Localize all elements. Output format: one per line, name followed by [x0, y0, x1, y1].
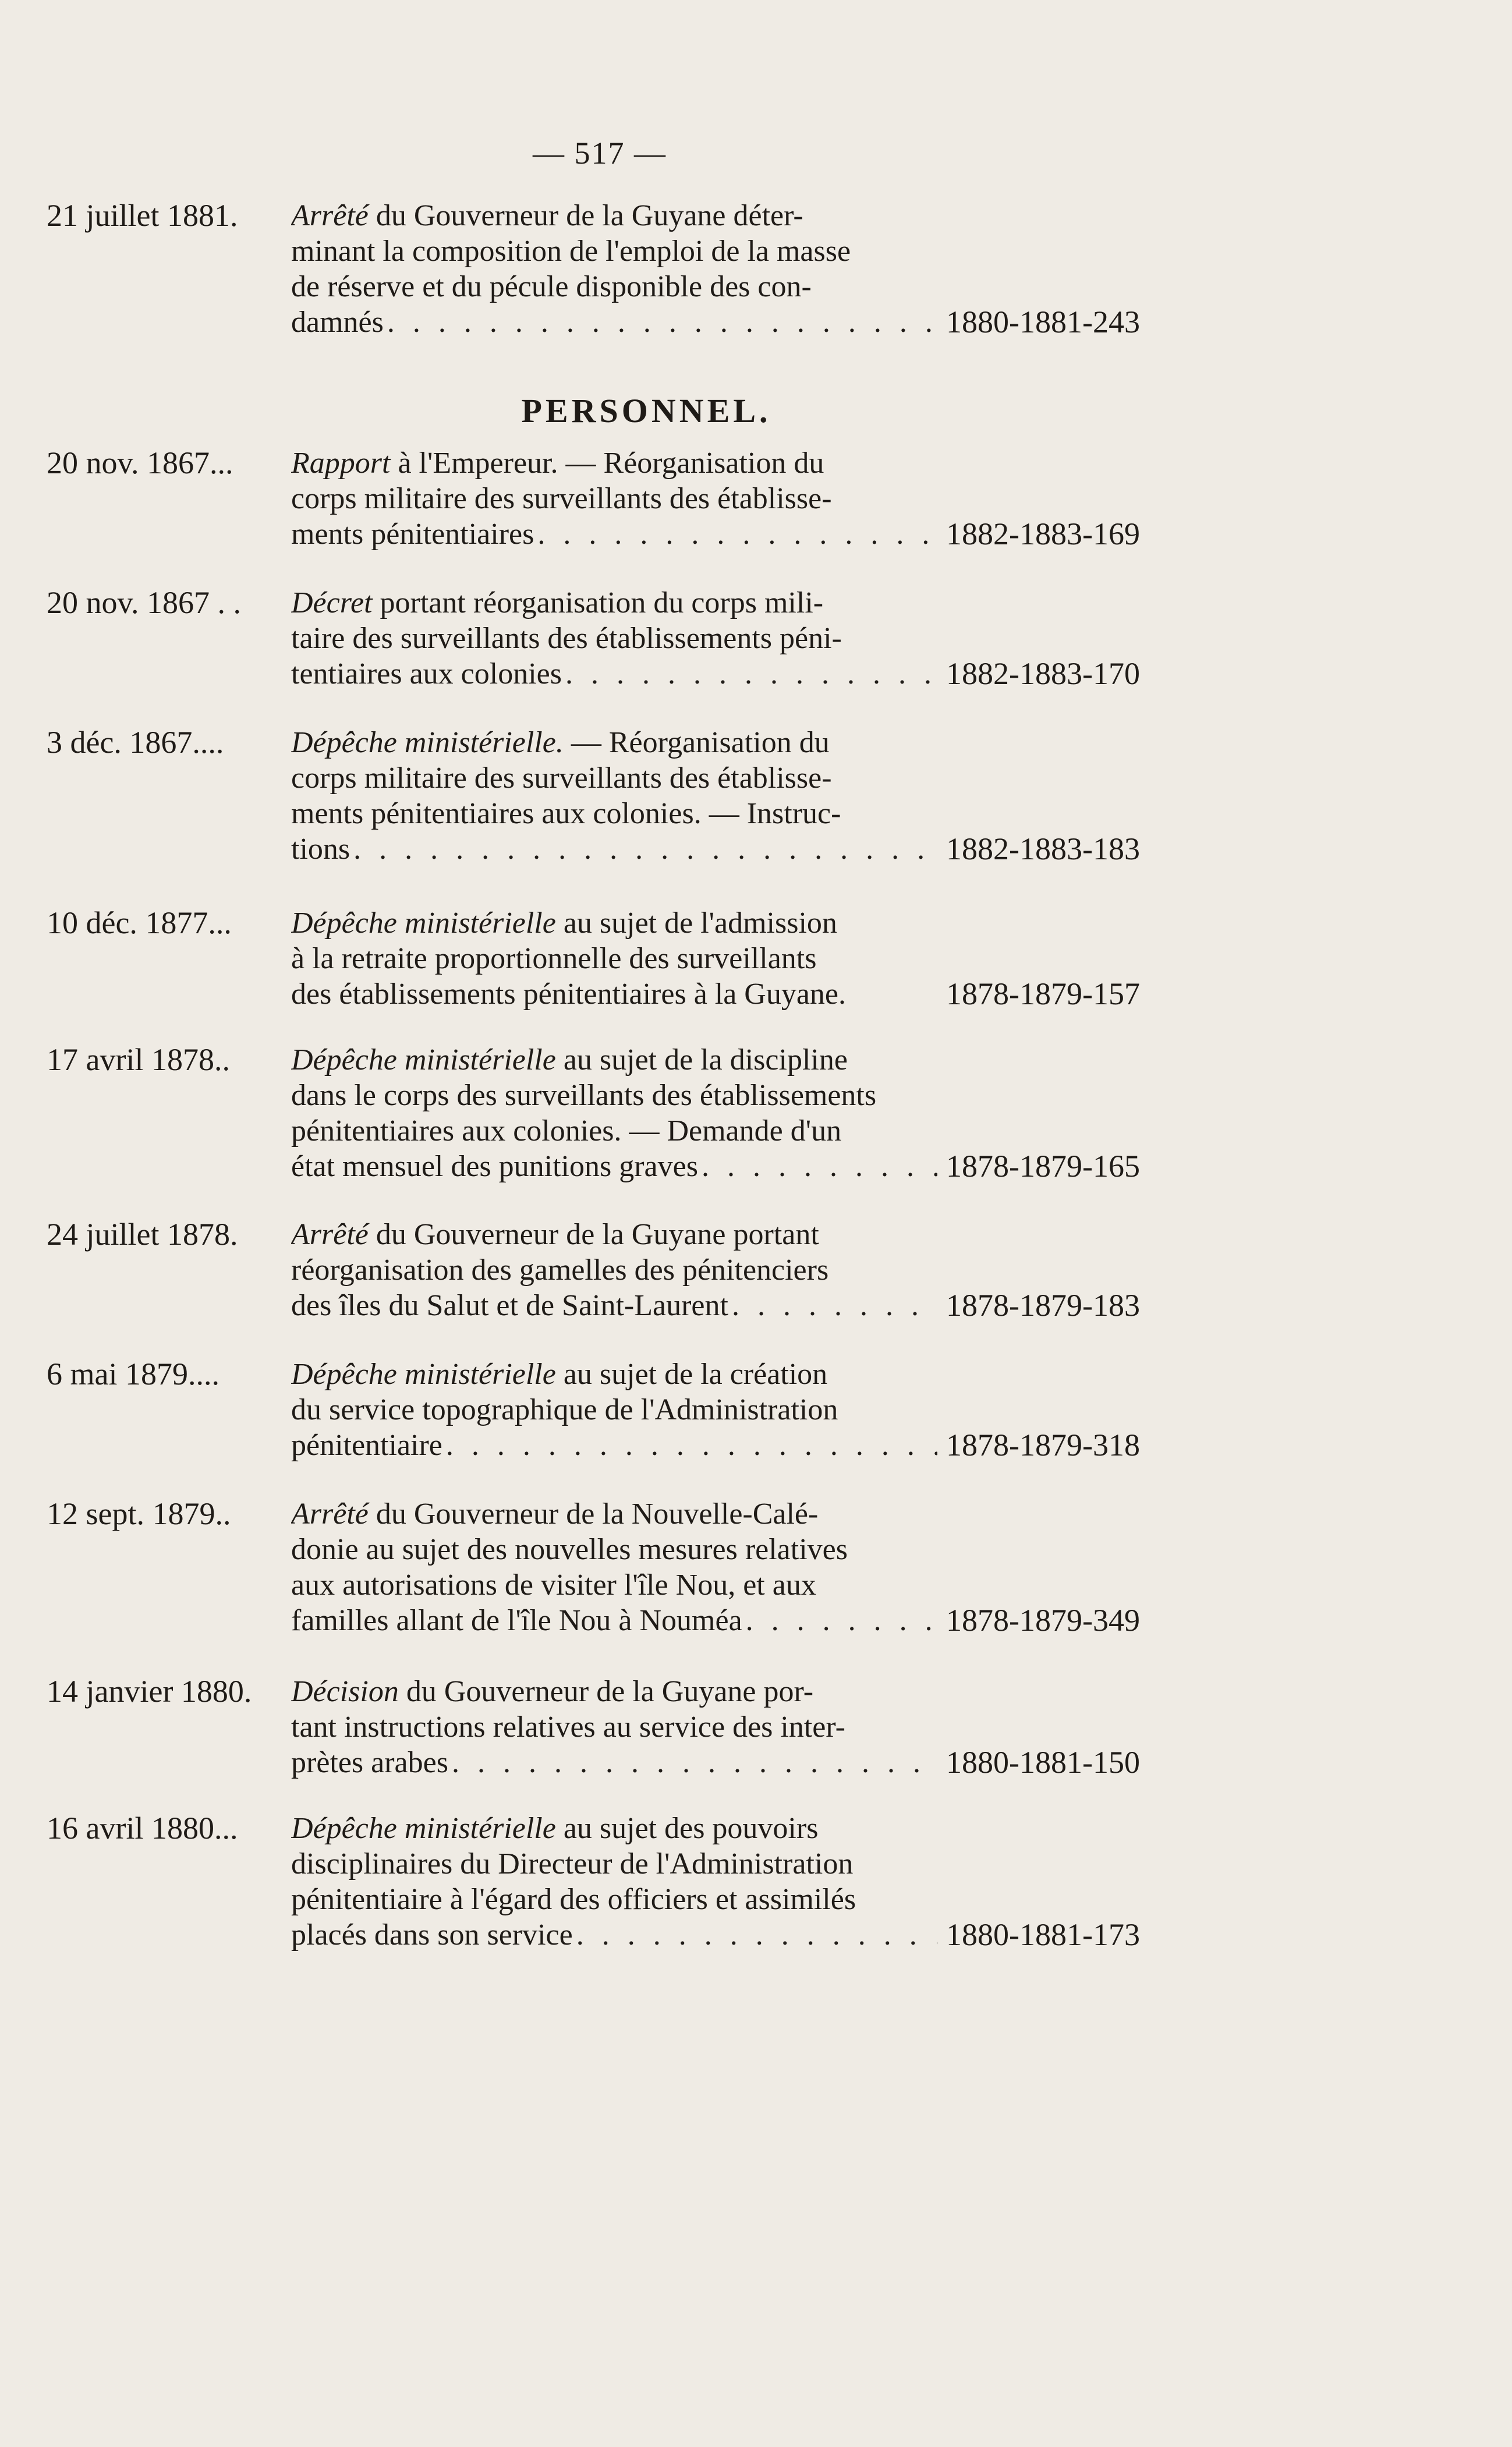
- entry-reference: 1880-1881-173: [946, 1917, 1140, 1952]
- description-line: pénitentiaire . . .: [291, 1428, 937, 1463]
- description-line: Décision du Gouverneur de la Guyane por-: [291, 1675, 814, 1708]
- document-type: Arrêté: [291, 1218, 369, 1251]
- dot-leader: [746, 1603, 937, 1638]
- entry-date: 6 mai 1879....: [47, 1357, 219, 1391]
- description-line: à la retraite proportionnelle des surveillants: [291, 942, 817, 975]
- description-line: Décret portant réorganisation du corps mili-: [291, 586, 824, 619]
- entry-reference: 1878-1879-349: [946, 1603, 1140, 1638]
- document-type: Décision: [291, 1675, 399, 1708]
- document-type: Rapport: [291, 447, 391, 480]
- entry-date: 14 janvier 1880.: [47, 1674, 252, 1709]
- entry-date: 24 juillet 1878.: [47, 1217, 238, 1252]
- description-line: réorganisation des gamelles des pénitenciers: [291, 1253, 829, 1287]
- description-line: pénitentiaire à l'égard des officiers et assimilés: [291, 1883, 856, 1916]
- description-line: ments pénitentiaires . . .: [291, 516, 937, 552]
- description-line: damnés . . .: [291, 304, 937, 340]
- dot-leader: [452, 1745, 937, 1780]
- dot-leader: [732, 1288, 937, 1323]
- description-line: Dépêche ministérielle. — Réorganisation du: [291, 726, 830, 759]
- description-line: prètes arabes . . .: [291, 1745, 937, 1780]
- description-line: des îles du Salut et de Saint-Laurent . . .: [291, 1288, 937, 1323]
- description-line: Arrêté du Gouverneur de la Guyane déter-: [291, 199, 803, 232]
- entry-description: [291, 1217, 937, 1323]
- description-line: Arrêté du Gouverneur de la Guyane portant: [291, 1218, 819, 1251]
- page-number: — 517 —: [533, 136, 667, 171]
- entry-reference: 1878-1879-165: [946, 1149, 1140, 1184]
- description-line: Arrêté du Gouverneur de la Nouvelle-Calé-: [291, 1497, 819, 1531]
- dot-leader: [702, 1149, 937, 1184]
- entry-description: [291, 1042, 937, 1184]
- description-line: Rapport à l'Empereur. — Réorganisation du: [291, 447, 824, 480]
- description-line: Dépêche ministérielle au sujet de l'admission: [291, 906, 837, 940]
- document-type: Arrêté: [291, 199, 369, 232]
- entry-reference: 1882-1883-169: [946, 516, 1140, 551]
- description-line: disciplinaires du Directeur de l'Administration: [291, 1847, 854, 1881]
- description-line: tant instructions relatives au service des inter-: [291, 1711, 845, 1744]
- description-line: minant la composition de l'emploi de la masse: [291, 235, 851, 268]
- description-line: dans le corps des surveillants des établissements: [291, 1079, 877, 1112]
- entry-description: [291, 1496, 937, 1638]
- entry-description: [291, 1674, 937, 1780]
- description-line: de réserve et du pécule disponible des con-: [291, 270, 812, 303]
- document-type: Décret: [291, 586, 373, 619]
- description-line: placés dans son service . . .: [291, 1917, 937, 1953]
- dot-leader: [537, 516, 937, 552]
- entry-reference: 1880-1881-150: [946, 1745, 1140, 1780]
- entry-reference: 1878-1879-183: [946, 1288, 1140, 1323]
- entry-date: 3 déc. 1867....: [47, 725, 224, 760]
- entry-date: 20 nov. 1867...: [47, 445, 233, 480]
- entry-reference: 1882-1883-170: [946, 656, 1140, 691]
- description-line: des établissements pénitentiaires à la Guyane.: [291, 978, 847, 1011]
- description-line: tentiaires aux colonies . . .: [291, 656, 937, 692]
- dot-leader: [565, 656, 937, 692]
- document-type: Dépêche ministérielle: [291, 1043, 556, 1076]
- description-line: tions . . .: [291, 831, 937, 867]
- entry-description: [291, 1357, 937, 1463]
- dot-leader: [387, 304, 937, 340]
- description-line: ments pénitentiaires aux colonies. — Instruc-: [291, 797, 841, 830]
- dot-leader: [446, 1428, 937, 1463]
- description-line: Dépêche ministérielle au sujet de la création: [291, 1358, 828, 1391]
- entry-reference: 1878-1879-157: [946, 976, 1140, 1011]
- entry-date: 21 juillet 1881.: [47, 198, 238, 233]
- entry-date: 16 avril 1880...: [47, 1811, 238, 1846]
- entry-date: 10 déc. 1877...: [47, 905, 232, 940]
- description-line: pénitentiaires aux colonies. — Demande d'un: [291, 1114, 842, 1148]
- description-line: du service topographique de l'Administration: [291, 1393, 838, 1426]
- document-type: Dépêche ministérielle.: [291, 726, 564, 759]
- document-type: Dépêche ministérielle: [291, 1358, 556, 1391]
- description-line: corps militaire des surveillants des établisse-: [291, 482, 832, 515]
- entry-reference: 1880-1881-243: [946, 304, 1140, 339]
- dot-leader: [353, 831, 937, 867]
- document-type: Dépêche ministérielle: [291, 1812, 556, 1845]
- entry-description: [291, 585, 937, 692]
- section-title: PERSONNEL.: [521, 392, 771, 430]
- entry-reference: 1882-1883-183: [946, 831, 1140, 866]
- entry-description: [291, 725, 937, 867]
- description-line: taire des surveillants des établissements péni-: [291, 622, 842, 655]
- entry-reference: 1878-1879-318: [946, 1428, 1140, 1462]
- description-line: aux autorisations de visiter l'île Nou, et aux: [291, 1568, 816, 1602]
- description-line: familles allant de l'île Nou à Nouméa . . .: [291, 1603, 937, 1638]
- entry-date: 12 sept. 1879..: [47, 1496, 231, 1531]
- description-line: Dépêche ministérielle au sujet des pouvoirs: [291, 1812, 819, 1845]
- entry-date: 20 nov. 1867 . .: [47, 585, 241, 620]
- description-line: corps militaire des surveillants des établisse-: [291, 762, 832, 795]
- description-line: donie au sujet des nouvelles mesures relatives: [291, 1533, 848, 1566]
- document-type: Dépêche ministérielle: [291, 906, 556, 940]
- entry-date: 17 avril 1878..: [47, 1042, 230, 1077]
- document-type: Arrêté: [291, 1497, 369, 1531]
- entry-description: [291, 905, 937, 1012]
- entry-description: [291, 198, 937, 340]
- entry-description: [291, 1811, 937, 1953]
- entry-description: [291, 445, 937, 552]
- description-line: état mensuel des punitions graves . . .: [291, 1149, 937, 1184]
- dot-leader: [576, 1917, 937, 1953]
- description-line: Dépêche ministérielle au sujet de la discipline: [291, 1043, 848, 1076]
